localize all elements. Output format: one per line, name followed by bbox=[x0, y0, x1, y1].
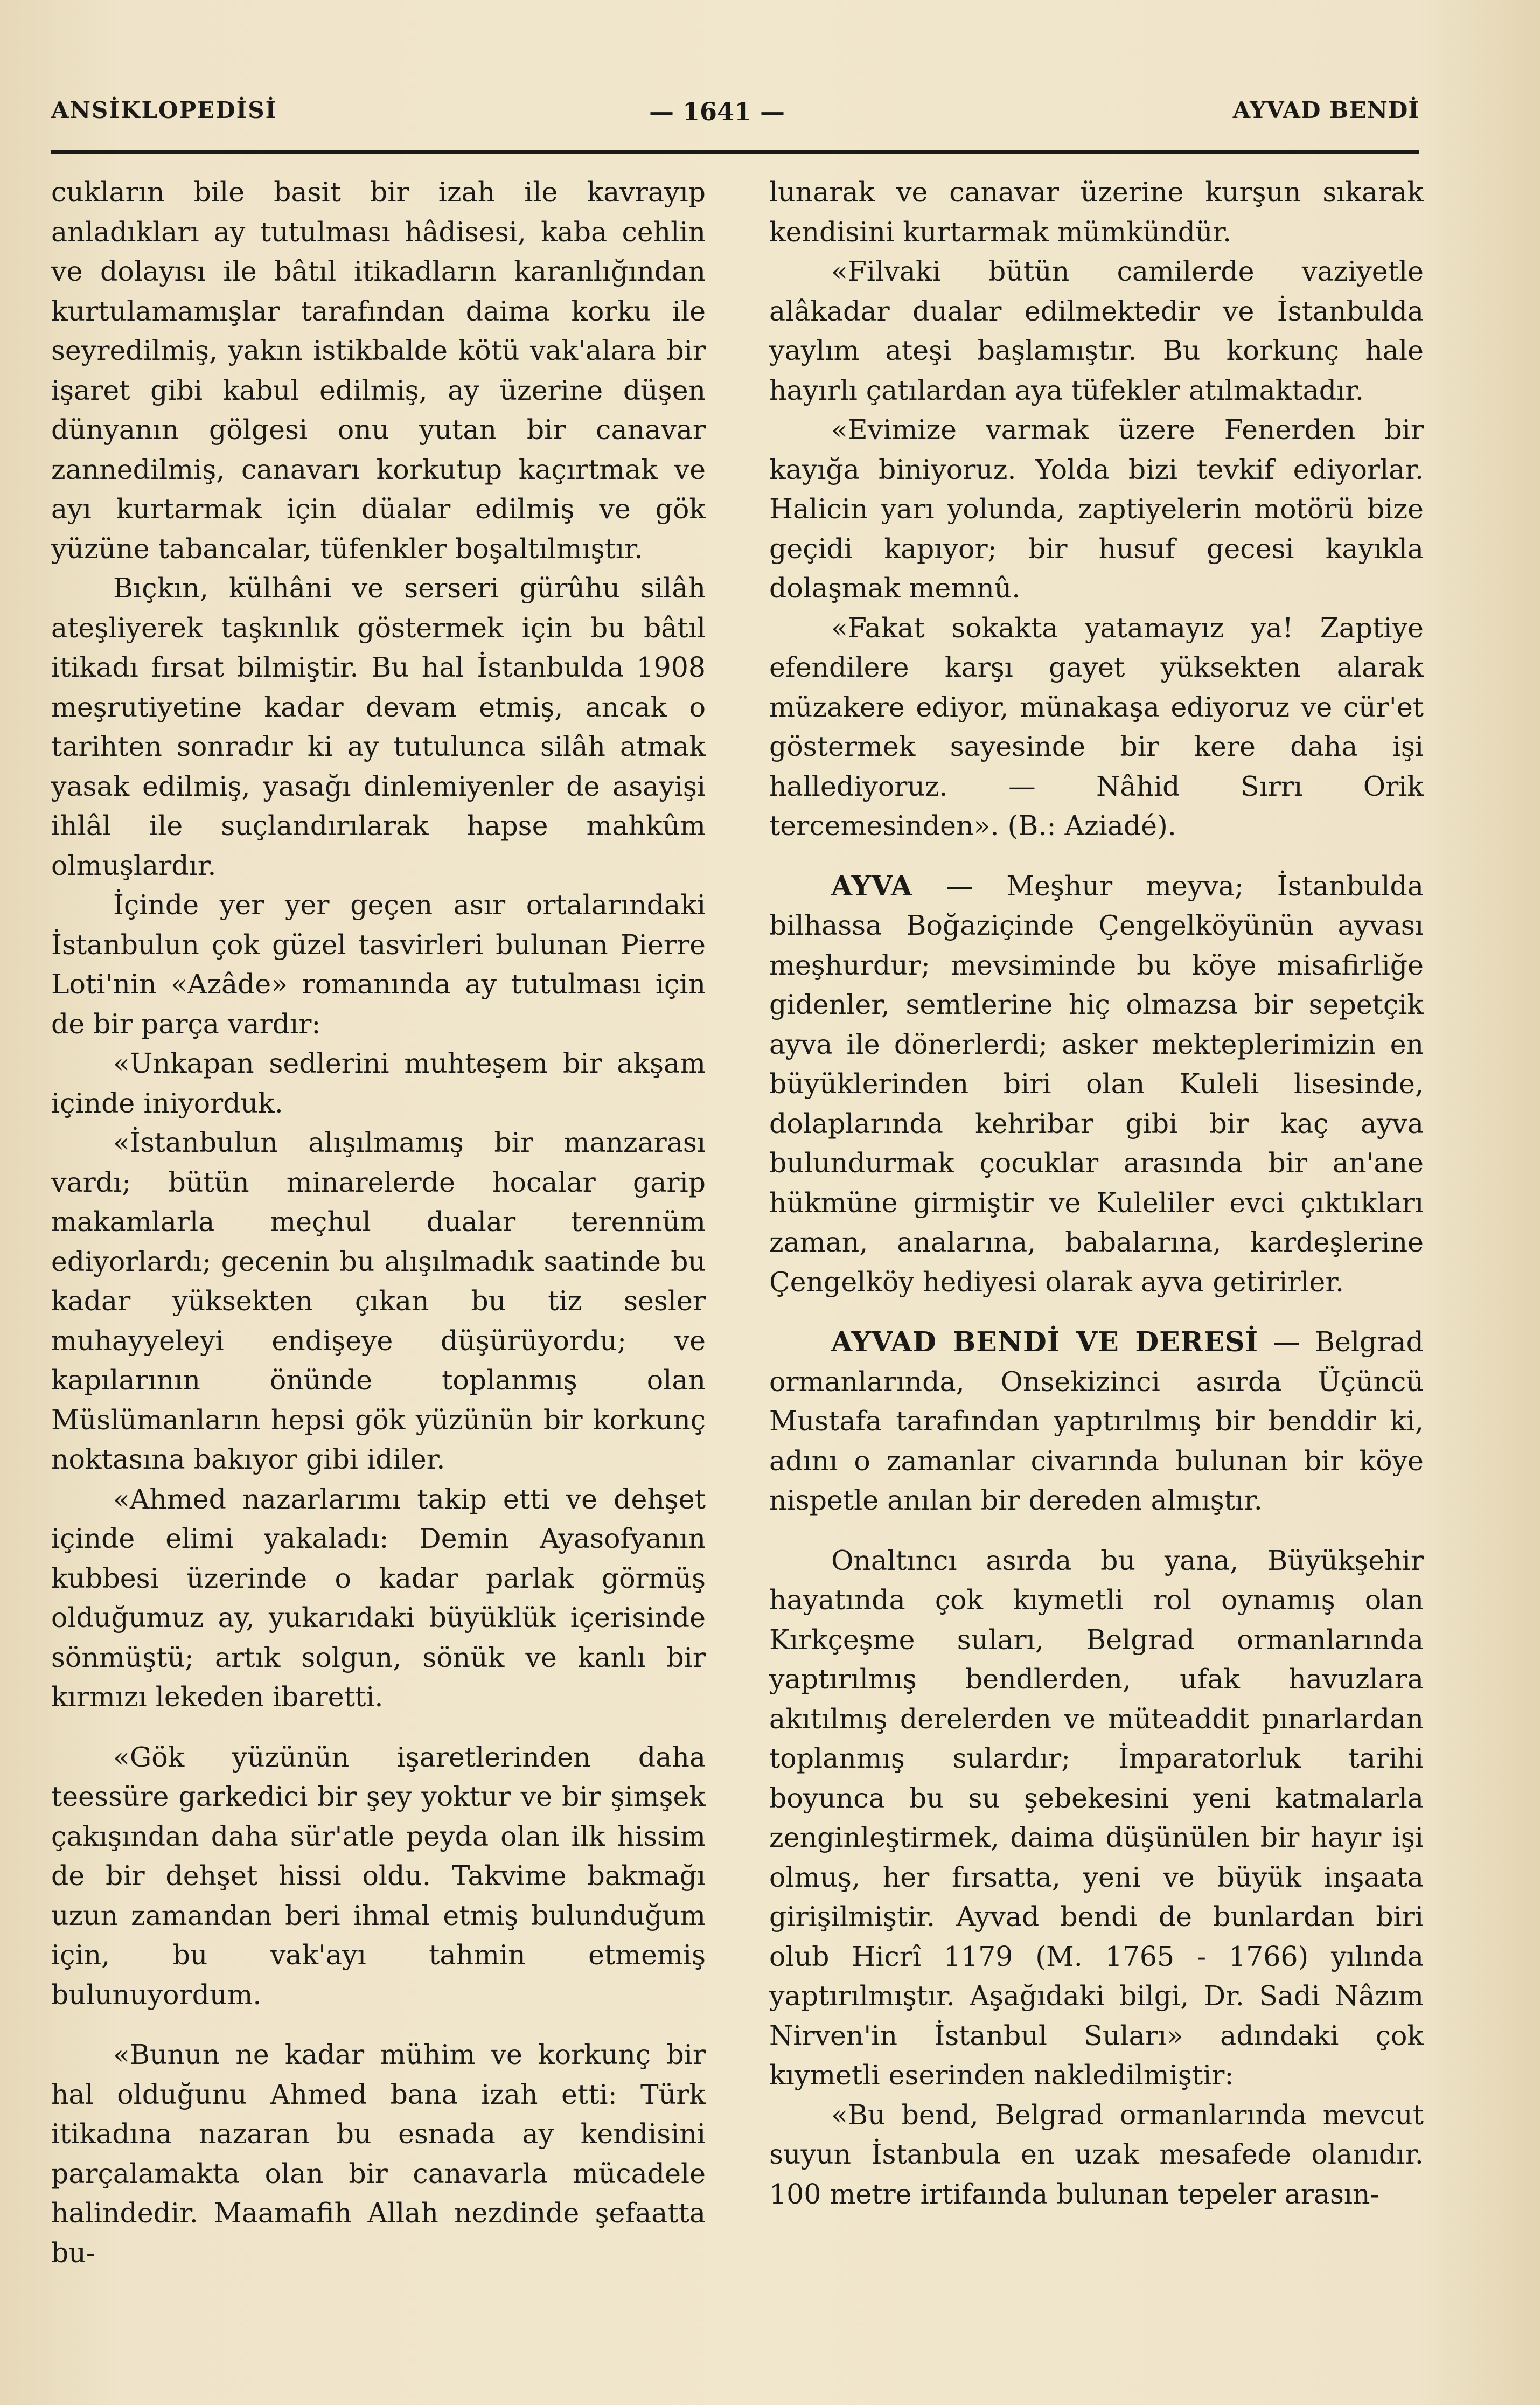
paragraph-text: «Fakat sokakta yatamayız ya! Zaptiye efendilere karşı gayet yüksekten alarak müzakere ediyor, münakaşa ediyoruz ve cür'et göstermek sayesinde bir kere daha işi hallediyoruz. — Nâhid Sırrı Orik tercemesinden». (B.: Aziadé). bbox=[769, 611, 1424, 842]
paragraph-text: — Belgrad ormanlarında, Onsekizinci asırda Üçüncü Mustafa tarafından yaptırılmış bir benddir ki, adını o zamanlar civarında bulunan bir köye nispetle anılan bir dereden almıştır. bbox=[769, 1326, 1424, 1516]
running-header bbox=[51, 97, 1419, 145]
paragraph-text: «İstanbulun alışılmamış bir manzarası vardı; bütün minarelerde hocalar garip makamlarla meçhul dualar terennüm ediyorlardı; gecenin bu alışılmadık saatinde bu kadar yüksekten çıkan bu tiz sesler muhayyeleyi endişeye düşürüyordu; ve kapılarının önünde toplanmış olan Müslümanların hepsi gök yüzünün bir korkunç noktasına bakıyor gibi idiler. bbox=[51, 1127, 706, 1475]
header-rule bbox=[51, 150, 1419, 154]
entry-heading: AYVA bbox=[831, 870, 913, 902]
paragraph-text: İçinde yer yer geçen asır ortalarındaki İstanbulun çok güzel tasvirleri bulunan Pierre Loti'nin «Azâde» romanında ay tutulması için de bir parça vardır: bbox=[51, 889, 706, 1040]
header-right-title: AYVAD BENDİ bbox=[1232, 97, 1419, 123]
page-number: — 1641 — bbox=[649, 97, 785, 126]
header-left-title: ANSİKLOPEDİSİ bbox=[51, 97, 277, 123]
paragraph bbox=[51, 568, 706, 885]
paragraph bbox=[51, 1479, 706, 1717]
paragraph bbox=[769, 866, 1424, 1302]
paragraph bbox=[769, 172, 1424, 252]
paragraph-text: «Unkapan sedlerini muhteşem bir akşam içinde iniyorduk. bbox=[51, 1047, 706, 1119]
paragraph-text: «Filvaki bütün camilerde vaziyetle alâkadar dualar edilmektedir ve İstanbulda yaylım ateşi başlamıştır. Bu korkunç hale hayırlı çatılardan aya tüfekler atılmaktadır. bbox=[769, 255, 1424, 406]
paragraph bbox=[769, 252, 1424, 410]
paragraph bbox=[769, 410, 1424, 608]
paragraph-text: «Bunun ne kadar mühim ve korkunç bir hal olduğunu Ahmed bana izah etti: Türk itikadına nazaran bu esnada ay kendisini parçalamakta olan bir canavarla mücadele halindedir. Maamafih Allah nezdinde şefaatta bu- bbox=[51, 2039, 706, 2269]
paragraph-text: «Gök yüzünün işaretlerinden daha teessüre garkedici bir şey yoktur ve bir şimşek çakışından daha sür'atle peyda olan ilk hissim de bir dehşet hissi oldu. Takvime bakmağı uzun zamandan beri ihmal etmiş bulunduğum için, bu vak'ayı tahmin etmemiş bulunuyordum. bbox=[51, 1741, 706, 2011]
entry-heading: AYVAD BENDİ VE DERESİ bbox=[831, 1326, 1259, 1358]
paragraph-text: «Bu bend, Belgrad ormanlarında mevcut suyun İstanbula en uzak mesafede olanıdır. 100 metre irtifaında bulunan tepeler arasın- bbox=[769, 2098, 1424, 2210]
paragraph bbox=[51, 885, 706, 1044]
paragraph bbox=[51, 2035, 706, 2272]
paragraph-text: Bıçkın, külhâni ve serseri gürûhu silâh ateşliyerek taşkınlık göstermek için bu bâtıl itikadı fırsat bilmiştir. Bu hal İstanbulda 1908 meşrutiyetine kadar devam etmiş, ancak o tarihten sonradır ki ay tutulunca silâh atmak yasak edilmiş, yasağı dinlemiyenler de asayişi ihlâl ile suçlandırılarak hapse mahkûm olmuşlardır. bbox=[51, 572, 706, 881]
paragraph bbox=[51, 172, 706, 568]
right-column bbox=[769, 172, 1424, 2214]
paragraph bbox=[51, 1123, 706, 1479]
paragraph bbox=[51, 1044, 706, 1123]
paragraph bbox=[769, 1322, 1424, 1520]
paragraph-text: Onaltıncı asırda bu yana, Büyükşehir hayatında çok kıymetli rol oynamış olan Kırkçeşme suları, Belgrad ormanlarında yaptırılmış bendlerden, ufak havuzlara akıtılmış derelerden ve müteaddit pınarlardan toplanmış sulardır; İmparatorluk tarihi boyunca bu su şebekesini yeni katmalarla zenginleştirmek, daima düşünülen bir hayır işi olmuş, her fırsatta, yeni ve büyük inşaata girişilmiştir. Ayvad bendi de bunlardan biri olub Hicrî 1179 (M. 1765 - 1766) yılında yaptırılmıştır. Aşağıdaki bilgi, Dr. Sadi Nâzım Nirven'in İstanbul Suları» adındaki çok kıymetli eserinden nakledilmiştir: bbox=[769, 1544, 1424, 2091]
paragraph bbox=[769, 1541, 1424, 2095]
paragraph bbox=[51, 1737, 706, 2015]
paragraph-text: cukların bile basit bir izah ile kavrayıp anladıkları ay tutulması hâdisesi, kaba cehlin ve dolayısı ile bâtıl itikadların karanlığından kurtulamamışlar tarafından daima korku ile seyredilmiş, yakın istikbalde kötü vak'alara bir işaret gibi kabul edilmiş, ay üzerine düşen dünyanın gölgesi onu yutan bir canavar zannedilmiş, canavarı korkutup kaçırtmak ve ayı kurtarmak için düalar edilmiş ve gök yüzüne tabancalar, tüfenkler boşaltılmıştır. bbox=[51, 176, 706, 565]
paragraph-text: — Meşhur meyva; İstanbulda bilhassa Boğaziçinde Çengelköyünün ayvası meşhurdur; mevsiminde bu köye misafirliğe gidenler, semtlerine hiç olmazsa bir sepetçik ayva ile dönerlerdi; asker mekteplerimizin en büyüklerinden biri olan Kuleli lisesinde, dolaplarında kehribar gibi bir kaç ayva bulundurmak çocuklar arasında bir an'ane hükmüne girmiştir ve Kuleliler evci çıktıkları zaman, analarına, babalarına, kardeşlerine Çengelköy hediyesi olarak ayva getirirler. bbox=[769, 870, 1424, 1298]
paragraph bbox=[769, 2095, 1424, 2214]
paragraph bbox=[769, 608, 1424, 846]
paragraph-text: «Evimize varmak üzere Fenerden bir kayığa biniyoruz. Yolda bizi tevkif ediyorlar. Halicin yarı yolunda, zaptiyelerin motörü bize geçidi kapıyor; bir husuf gecesi kayıkla dolaşmak memnû. bbox=[769, 414, 1424, 604]
paragraph-text: lunarak ve canavar üzerine kurşun sıkarak kendisini kurtarmak mümkündür. bbox=[769, 176, 1424, 248]
left-column bbox=[51, 172, 706, 2272]
paragraph-text: «Ahmed nazarlarımı takip etti ve dehşet içinde elimi yakaladı: Demin Ayasofyanın kubbesi üzerinde o kadar parlak görmüş olduğumuz ay, yukarıdaki büyüklük içerisinde sönmüştü; artık solgun, sönük ve kanlı bir kırmızı lekeden ibaretti. bbox=[51, 1483, 706, 1713]
